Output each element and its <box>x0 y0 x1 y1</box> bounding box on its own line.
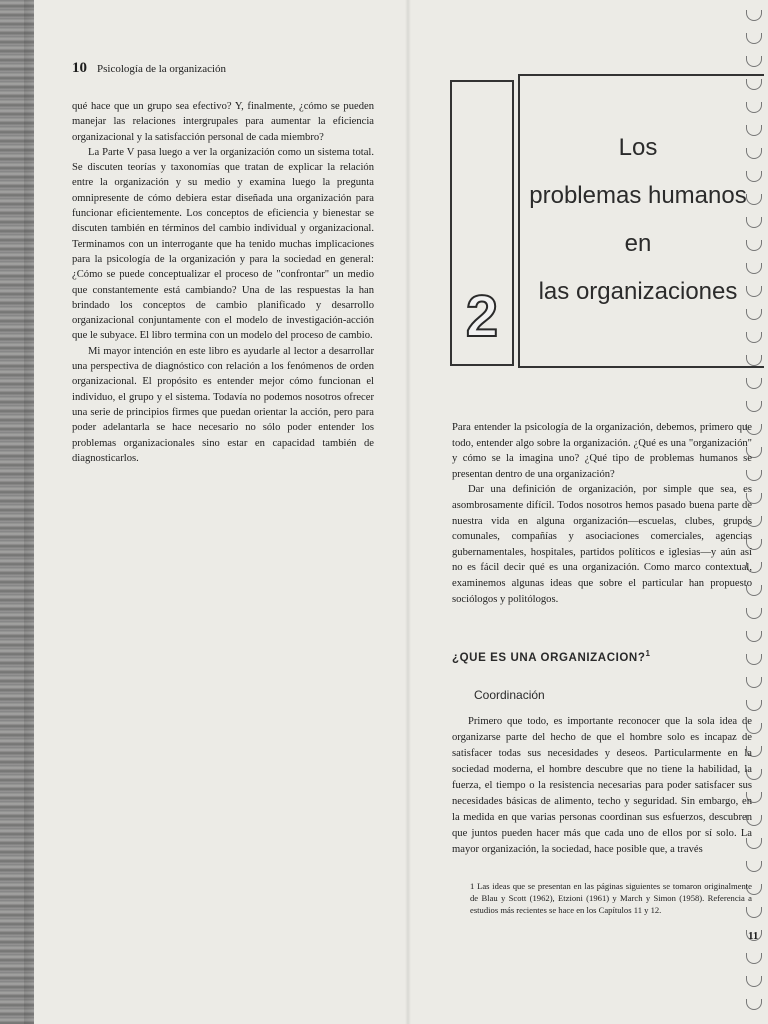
chapter-number: 2 <box>465 284 499 349</box>
body-text <box>452 714 752 858</box>
chapter-title-box <box>518 74 764 368</box>
left-paragraph-1: qué hace que un grupo sea efectivo? Y, finalmente, ¿cómo se pueden manejar las relaciones intergrupales para aumentar la eficiencia organizacional y la satisfacción personal de cada miembro? <box>72 101 374 143</box>
footnote-mark: 1 <box>645 649 651 658</box>
spiral-ring <box>746 953 762 964</box>
chapter-title-line-3: en <box>624 230 652 257</box>
page-number-left: 10 <box>72 60 87 76</box>
section-heading <box>452 649 651 664</box>
spiral-ring <box>746 654 762 665</box>
page-number-right: 11 <box>748 930 759 942</box>
body-paragraph: Primero que todo, es importante reconocer que la sola idea de organizarse parte del hecho de que el hombre solo es incapaz de satisfacer todas sus necesidades y deseos. Particularmente en la sociedad moderna, el hombre descubre que no tiene la habilidad, la fuerza, el tiempo o la resistencia necesarias para poder satisfacer sus necesidades básicas de alimento, techo y seguridad. Sin embargo, en la medida en que varias personas coordinan sus esfuerzos, descubren que juntos pueden hacer más que cada uno de ellos por sí solo. La mayor organización, la sociedad, hace posible que, a través <box>452 716 752 855</box>
intro-text <box>452 420 752 607</box>
left-page <box>72 60 374 466</box>
spiral-ring <box>746 401 762 412</box>
section-heading-text: ¿QUE ES UNA ORGANIZACION? <box>452 651 646 664</box>
subheading: Coordinación <box>474 688 545 702</box>
chapter-title-line-4: las organizaciones <box>538 278 738 305</box>
spiral-ring <box>746 10 762 21</box>
spiral-ring <box>746 33 762 44</box>
spiral-ring <box>746 608 762 619</box>
spiral-ring <box>746 677 762 688</box>
binding-edge <box>0 0 34 1024</box>
intro-paragraph-1: Para entender la psicología de la organización, debemos, primero que todo, entender algo sobre la organización. ¿Qué es una "organización" y cómo se la imagina uno? ¿Qué tipo de problemas humanos se presentan dentro de una organización? <box>452 422 752 480</box>
spiral-ring <box>746 378 762 389</box>
spiral-ring <box>746 999 762 1010</box>
spiral-ring <box>746 56 762 67</box>
chapter-title-line-1: Los <box>618 134 658 161</box>
spiral-ring <box>746 861 762 872</box>
spiral-ring <box>746 631 762 642</box>
intro-paragraph-2: Dar una definición de organización, por simple que sea, es asombrosamente difícil. Todos nosotros hemos pasado buena parte de nuestra vida en alguna organización—escuelas, clubes, grupos comunales, compañías y asociaciones comerciales, agencias gubernamentales, hospitales, partidos políticos e iglesias—y aún así no es fácil decir qué es una organización. Como marco contextual, examinemos algunas ideas que sobre el particular han propuesto sociólogos y politólogos. <box>452 484 752 605</box>
running-head-title: Psicología de la organización <box>97 63 227 75</box>
left-paragraph-2: La Parte V pasa luego a ver la organización como un sistema total. Se discuten teorías y taxonomías que tratan de explicar la relación entre la organización y su medio y examina luego la pregunta omnipresente de cómo debiera estar diseñada una organización para funcionar eficientemente. Los conceptos de eficiencia y bienestar se discuten también en términos del cambio individual y organizacional. Terminamos con un interrogante que ha tenido muchas implicaciones para la psicología de la organización y para la sociedad en general: ¿Cómo se puede conceptualizar el proceso de "confrontar" un medio que constantemente está cambiando? Una de las respuestas la han brindado los conceptos de cambio planificado y desarrollo organizacional conjuntamente con el modelo de investigación-acción que le subyace. El libro termina con un modelo del proceso de cambio. <box>72 146 374 342</box>
spiral-ring <box>746 976 762 987</box>
left-paragraph-3: Mi mayor intención en este libro es ayudarle al lector a desarrollar una perspectiva de diagnóstico con relación a los fenómenos de orden organizacional. El propósito es entender mejor cómo funcionan el individuo, el grupo y el sistema. Todavía no podemos nosotros ofrecer una serie de principios firmes que puedan orientar la acción, pero para poder adelantarla se hace necesario no sólo poder entender los problemas organizacionales sino estar en capacidad también de diagnosticarlos. <box>72 345 374 464</box>
chapter-title-line-2: problemas humanos <box>529 182 747 209</box>
footnote: 1 Las ideas que se presentan en las páginas siguientes se tomaron originalmente de Blau y Scott (1962), Etzioni (1961) y March y Simon (1958). Referencia a estudios más recientes se hace en los Capítulos 11 y 12. <box>470 881 752 915</box>
book-gutter <box>405 0 411 1024</box>
chapter-number-box <box>450 80 514 366</box>
running-head <box>72 60 374 77</box>
spiral-ring <box>746 700 762 711</box>
